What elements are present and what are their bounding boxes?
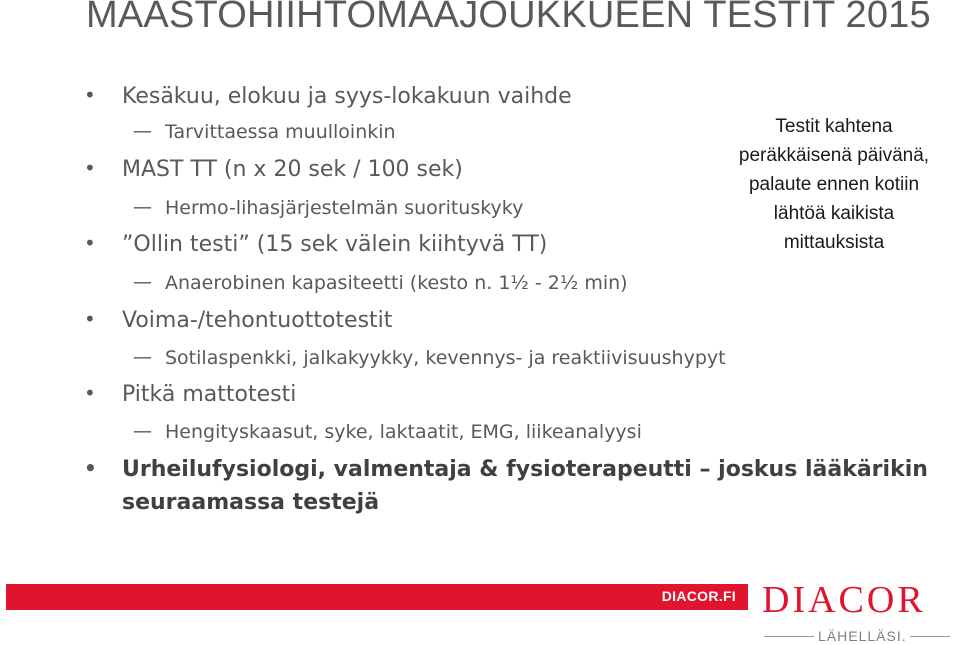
sub-bullet-item: [133, 346, 726, 369]
bullet-continuation: [122, 490, 379, 515]
sub-bullet-item: [133, 271, 628, 294]
bullet-item: [84, 381, 297, 407]
bullet-text: ”Ollin testi” (15 sek välein kiihtyvä TT): [122, 232, 548, 257]
slide-title: MAASTOHIIHTOMAAJOUKKUEEN TESTIT 2015: [86, 0, 931, 36]
sub-bullet-item: [133, 420, 642, 443]
tagline-divider-right: [910, 636, 950, 637]
bullet-text: Pitkä mattotesti: [122, 382, 297, 407]
dash-icon: —: [133, 346, 152, 368]
bullet-text: Voima-/tehontuottotestit: [122, 308, 393, 333]
bullet-text: seuraamassa testejä: [122, 490, 380, 515]
dash-icon: —: [133, 120, 152, 142]
sub-bullet-text: Anaerobinen kapasiteetti (kesto n. 1½ - 2½ min): [165, 272, 628, 294]
bullet-dot-icon: •: [84, 307, 96, 331]
bullet-dot-icon: •: [84, 156, 96, 180]
bullet-text: Kesäkuu, elokuu ja syys-lokakuun vaihde: [122, 84, 572, 109]
sub-bullet-item: [133, 196, 524, 219]
sub-bullet-text: Hermo-lihasjärjestelmän suorituskyky: [165, 197, 524, 219]
bullet-item: [84, 307, 393, 333]
bullet-text: Urheilufysiologi, valmentaja & fysioterapeutti – joskus lääkärikin: [122, 457, 928, 482]
bullet-item: [84, 456, 928, 482]
dash-icon: —: [133, 196, 152, 218]
side-note: [716, 112, 952, 257]
logo-tagline: LÄHELLÄSI.: [818, 628, 907, 644]
bullet-text: MAST TT (n x 20 sek / 100 sek): [122, 157, 463, 182]
bullet-dot-icon: •: [84, 381, 96, 405]
bullet-dot-icon: •: [84, 456, 97, 480]
bullet-item: [84, 83, 572, 109]
footer-band: [6, 584, 748, 610]
footer-site-link[interactable]: DIACOR.FI: [661, 588, 736, 604]
bullet-item: [84, 156, 463, 182]
bullet-dot-icon: •: [84, 231, 96, 255]
sub-bullet-item: [133, 120, 396, 143]
sub-bullet-text: Tarvittaessa muulloinkin: [165, 121, 396, 143]
dash-icon: —: [133, 420, 152, 442]
side-note-line: lähtöä kaikista: [773, 203, 895, 224]
sub-bullet-text: Hengityskaasut, syke, laktaatit, EMG, liikeanalyysi: [165, 421, 642, 443]
diacor-logo: DIACOR: [762, 579, 926, 621]
bullet-dot-icon: •: [84, 83, 96, 107]
bullet-item: [84, 231, 548, 257]
side-note-line: Testit kahtena: [775, 116, 893, 137]
side-note-line: palaute ennen kotiin: [748, 174, 920, 195]
tagline-divider-left: [764, 636, 814, 637]
dash-icon: —: [133, 271, 152, 293]
sub-bullet-text: Sotilaspenkki, jalkakyykky, kevennys- ja reaktiivisuushypyt: [165, 347, 726, 369]
side-note-line: mittauksista: [783, 232, 885, 253]
side-note-line: peräkkäisenä päivänä,: [738, 145, 930, 166]
